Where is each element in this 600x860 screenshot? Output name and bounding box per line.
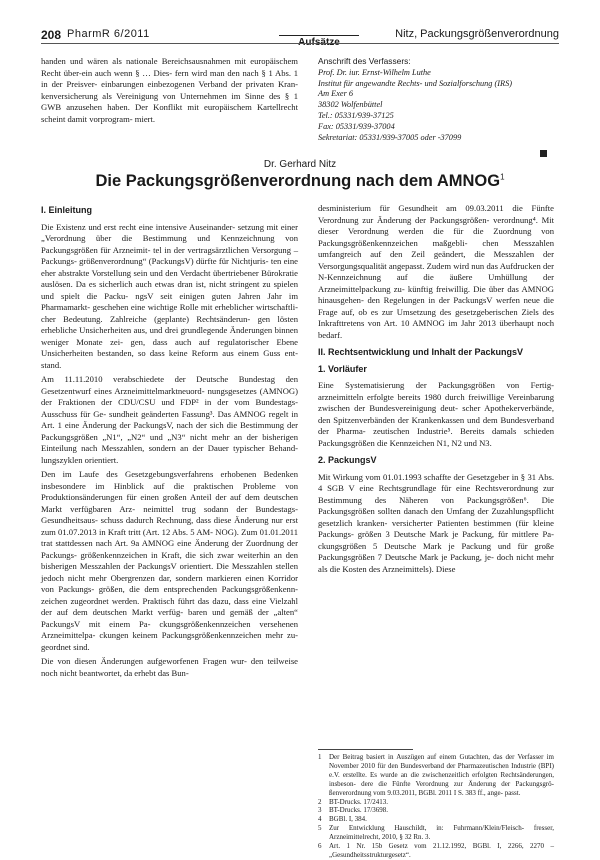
section-heading: I. Einleitung <box>41 205 92 215</box>
journal-issue: PharmR 6/2011 <box>67 28 150 40</box>
page-header <box>41 26 559 48</box>
subsection-heading: 1. Vorläufer <box>318 363 367 374</box>
footnote <box>318 753 554 798</box>
address-line: Tel.: 05331/939-37125 <box>318 110 394 120</box>
page-number: 208 <box>41 28 62 42</box>
footnote <box>318 798 554 807</box>
author-address-block <box>318 56 554 143</box>
end-of-article-square-icon <box>540 150 547 157</box>
subsection-heading: 2. PackungsV <box>318 455 377 465</box>
previous-article-ending <box>41 56 298 128</box>
address-heading: Anschrift des Verfassers: <box>318 56 411 66</box>
address-line: Prof. Dr. iur. Ernst-Wilhelm Luthe <box>318 67 431 77</box>
footnote-number: 4 <box>318 815 322 824</box>
title-footnote-ref: 1 <box>500 172 505 182</box>
footnote-number: 6 <box>318 842 322 851</box>
paragraph: Eine Systematisierung der Packungsgrößen von Fertig- arzneimitteln erfolgte bereits 1980 durch freiwillige Vereinbarung zwischen der Bundesvereinigung deut- scher Apothekerverbände, den Spitzenverbänden der Krankenkassen und dem Bundesverband der Pharma- zeutischen Industrie⁵. Bereits damals schieden Packungsgrößen die Kennzeichen N1, N2 und N3. <box>318 380 554 448</box>
paragraph: Am 11.11.2010 verabschiedete der Deutsche Bundestag den Gesetzentwurf eines Arzneimittelmarktneuord- nungsgesetzes (AMNOG) der Fraktionen der CDU/CSU und FDP² in der vom Bundestags-Ausschuss für Ge- sundheit geänderten Fassung³. Das AMNOG regelt in Art. 1 eine Änderung der PackungsV, nach der sich die Bestimmung der Packungsgrößen „N1“, „N2“ und „N3“ nicht mehr an der bisherigen Einteilung nach Messzahlen, sondern an der Dauer typischer Behand- lungszyklen orientiert. <box>41 374 298 465</box>
footnote-number: 1 <box>318 753 322 761</box>
paragraph: Den im Laufe des Gesetzgebungsverfahrens erhobenen Bedenken insbesondere im Hinblick auf die praktischen Probleme von Produktionsänderungen für einen großen Anteil der auf dem deutschen Markt verfügbaren Arz- neimittel trug sodann der Bundestags-Gesundheitsaus- schuss dadurch Rechnung, dass diese Änderung nur erst zum 01.07.2013 in Kraft tritt (Art. 12 Abs. 5 AM- NOG). Zum 01.01.2011 trat stattdessen nach Art. 9a AMNOG eine Änderung der Zuordnung der Packungs- größenkennzeichen in Kraft, die sich zwar weiterhin an den bisherigen Messzahlen der PackungsV orientiert. Die Messzahlen stellen jedoch nicht mehr Obergrenzen dar, sondern markieren einen Korridor von Packungs- größen, die dem entsprechenden Packungsgrößenkenn- zeichen zugeordnet werden. Praktisch führt das dazu, dass eine Vielzahl der auf dem deutschen Markt verfüg- baren und gemäß der „alten“ PackungsV mit einem Pa- ckungsgrößenkennzeichen versehenen Arzneimittelpa- ckungen keinem Packungsgrößenkennzeichen mehr zu- geordnet sind. <box>41 469 298 652</box>
section-heading: II. Rechtsentwicklung und Inhalt der PackungsV <box>318 347 524 357</box>
footnote-text: Der Beitrag basiert in Auszügen auf einem Gutachten, das der Verfasser im November 2010 für den Bundesverband der Pharmazeutischen Industrie (BPI) e.V. erstellte. Es wurde an die zwischenzeitlich erfolgten Rechtsänderungen, insbeson- dere die Fünfte Verordnung zur Änderung der Packungsgrö- ßenverordnung vom 9.03.2011, BGBl. 2011 I S. 383 ff., ange- passt. <box>329 753 554 797</box>
address-line: 38302 Wolfenbüttel <box>318 100 383 110</box>
section-label: Aufsätze <box>279 35 359 48</box>
footnote <box>318 824 554 842</box>
footnote-rule <box>318 749 413 750</box>
running-title: Nitz, Packungsgrößenverordnung <box>395 28 559 40</box>
address-line: Am Exer 6 <box>318 89 354 99</box>
left-column <box>41 203 298 682</box>
paragraph: Mit Wirkung vom 01.01.1993 schaffte der Gesetzgeber in § 31 Abs. 4 SGB V eine Rechtsgrundlage für eine Rechtsverordnung zur Bestimmung des Näheren von Packungsgrößen⁶. Die Packungsgrößen sollten danach den Umfang der Zuzahlungspflicht gesetzlich kranken- versicherter Patienten bestimmen (für kleine Packungs- größen 3 Deutsche Mark je Packung, für mittlere Pa- ckungsgrößen 5 Deutsche Mark je Packung und für große Packungsgrößen 7 Deutsche Mark je Packung, je- doch nicht mehr als die Kosten des Arzneimittels). Diese <box>318 471 554 574</box>
address-line: Sekretariat: 05331/939-37005 oder -37099 <box>318 132 462 142</box>
footnote-text: BGBl. I, 384. <box>329 815 367 824</box>
paragraph: handen und wären als nationale Bereichsausnahmen mit europäischem Recht über-ein auch wenn § … Dies- fern wird man den nach § 1 Abs. 1 in der Preisver- einbarungen einbezogenen Verband der privaten Kran- kenversicherung als Vereinigung von Unternehmen im Sinne des § 1 GWB anzusehen haben. Der Konflikt mit europäischem Kartellrecht scheint damit vorprogram- miert. <box>41 56 298 124</box>
footnote-number: 2 <box>318 797 322 806</box>
right-column <box>318 203 554 578</box>
footnote <box>318 842 554 860</box>
footnote <box>318 815 554 824</box>
article-title-text: Die Packungsgrößenverordnung nach dem AMNOG <box>95 172 501 190</box>
paragraph: desministerium für Gesundheit am 09.03.2011 die Fünfte Verordnung zur Änderung der Packungsgrößen- verordnung⁴. Mit dieser Verordnung werden die für die Zuordnung von Packungsgrößenkennzeichen maßgebli- chen Messzahlen umfangreich auf den Zeil geändert, die Messzahlen der Versorgungsqualität angepasst. Zudem wird nun das Aufdrucken der N-Kennzeichnung auf die äußere Umhüllung der Arzneimittelpackung zu- künftig freiwillig. Die über das AMNOG hinausgehen- den Regelungen in der PackungsV werfen neue die Frage auf, ob es zur Umsetzung des gesetzgeberischen Ziels des Inkrafttretens von Art. 10 AMNOG im Jahr 2013 überhaupt noch bedarf. <box>318 203 554 340</box>
paragraph: Die von diesen Änderungen aufgeworfenen Fragen wur- den teilweise noch nicht beantwortet, da erhebt das Bun- <box>41 656 298 678</box>
footnote <box>318 806 554 815</box>
footnote-number: 3 <box>318 806 322 815</box>
address-line: Fax: 05331/939-37004 <box>318 121 395 131</box>
paragraph: Die Existenz und erst recht eine intensive Auseinander- setzung mit einer „Verordnung über die Bestimmung und Kennzeichnung von Packungsgrößen für Arzneimit- tel in der vertragsärztlichen Versorgung – Packungs- größenverordnung“ (PackungsV) dürfte für Nichtjuris- ten eine eher abstrakte Vorstellung sein und den Verdacht übertriebener Bürokratie auslösen. Da es sicherlich auch etwas dran ist, nicht stringent zu spielen und spielt die Packu- ngsV seit einigen guten Jahren Jahr im Pharmamarkt- geschehen eine wichtige Rolle mit erheblicher wirtschaftli- cher Bedeutung. Zahlreiche (geplante) Rechtsänderun- gen lösten erhebliche Unsicherheiten aus, und drei grundlegende Änderungen binnen weniger Monate zei- gen, dass auch auf regulatorischer Ebene Unsicherheiten bestanden, so dass keine Reform aus einem Guss ent- stand. <box>41 221 298 370</box>
article-title <box>0 172 600 191</box>
footnote-text: Art. 1 Nr. 15b Gesetz vom 21.12.1992, BGBl. I, 2266, 2270 – „Gesundheitsstrukturgesetz“. <box>329 842 554 859</box>
address-line: Institut für angewandte Rechts- und Sozialforschung (IRS) <box>318 78 513 88</box>
footnotes <box>318 753 554 860</box>
footnote-number: 5 <box>318 824 322 833</box>
footnote-text: BT-Drucks. 17/2413. <box>329 797 389 806</box>
header-rule <box>41 43 559 44</box>
footnote-text: BT-Drucks. 17/3698. <box>329 806 389 815</box>
footnote-text: Zur Entwicklung Hauschildt, in: Fuhrmann/Klein/Fleisch- fresser, Arzneimittelrecht, 2010, § 32 Rn. 3. <box>329 824 554 842</box>
article-author: Dr. Gerhard Nitz <box>263 159 337 170</box>
